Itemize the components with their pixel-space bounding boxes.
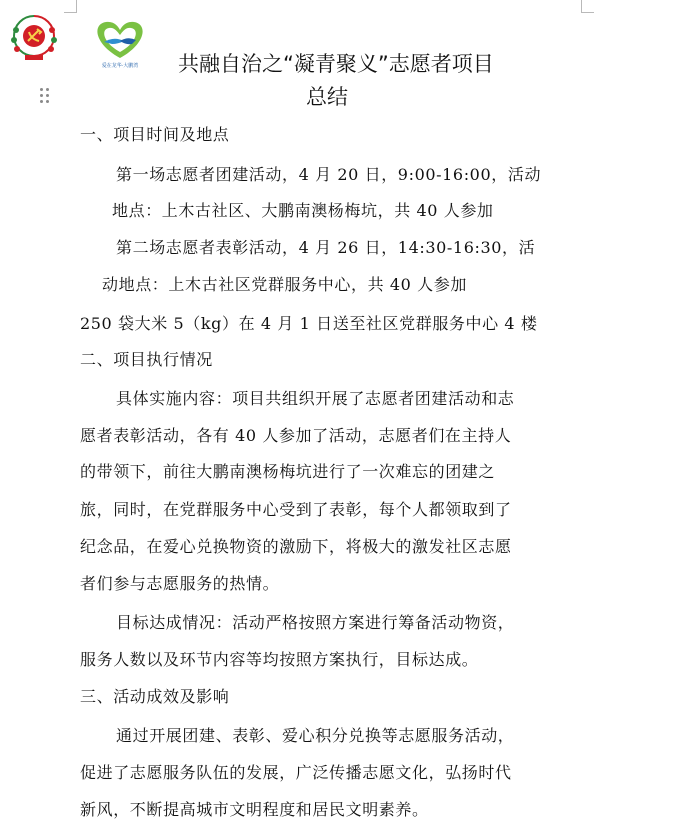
paragraph-line: 促进了志愿服务队伍的发展，广泛传播志愿文化，弘扬时代 (80, 763, 512, 782)
paragraph-line: 服务人数以及环节内容等均按照方案执行，目标达成。 (80, 650, 479, 669)
logo-caption: 爱在龙华·大鹏湾 (101, 63, 139, 69)
document-title (178, 48, 598, 114)
paragraph-line: 第一场志愿者团建活动，4 月 20 日，9:00-16:00，活动 (116, 165, 542, 184)
paragraph-line: 第二场志愿者表彰活动，4 月 26 日，14:30-16:30，活 (116, 238, 536, 257)
section-3-heading: 三、活动成效及影响 (80, 687, 230, 706)
party-emblem-logo-icon (8, 8, 60, 68)
table-move-handle-icon[interactable] (40, 88, 50, 104)
page-corner-mark-right (581, 0, 594, 13)
paragraph-line: 新风，不断提高城市文明程度和居民文明素养。 (80, 800, 429, 819)
volunteer-heart-logo-icon (84, 14, 156, 72)
title-line-2: 总结 (306, 85, 348, 109)
paragraph-line: 地点：上木古社区、大鹏南澳杨梅坑，共 40 人参加 (112, 201, 494, 220)
section-2-heading: 二、项目执行情况 (80, 350, 213, 369)
paragraph-line: 愿者表彰活动，各有 40 人参加了活动，志愿者们在主持人 (80, 426, 512, 445)
paragraph-line: 纪念品，在爱心兑换物资的激励下，将极大的激发社区志愿 (80, 537, 512, 556)
paragraph-line: 的带领下，前往大鹏南澳杨梅坑进行了一次难忘的团建之 (80, 462, 496, 481)
paragraph-line: 者们参与志愿服务的热情。 (80, 574, 280, 593)
paragraph-line: 目标达成情况：活动严格按照方案进行筹备活动物资， (116, 613, 515, 632)
paragraph-line: 250 袋大米 5（kg）在 4 月 1 日送至社区党群服务中心 4 楼 (80, 314, 538, 333)
paragraph-line: 通过开展团建、表彰、爱心积分兑换等志愿服务活动， (116, 726, 515, 745)
page-corner-mark-left (64, 0, 77, 13)
paragraph-line: 旅，同时，在党群服务中心受到了表彰，每个人都领取到了 (80, 500, 512, 519)
paragraph-line: 具体实施内容：项目共组织开展了志愿者团建活动和志 (116, 389, 515, 408)
paragraph-line: 动地点：上木古社区党群服务中心，共 40 人参加 (102, 275, 467, 294)
section-1-heading: 一、项目时间及地点 (80, 125, 230, 144)
title-line-1: 共融自治之“凝青聚义”志愿者项目 (178, 52, 494, 76)
